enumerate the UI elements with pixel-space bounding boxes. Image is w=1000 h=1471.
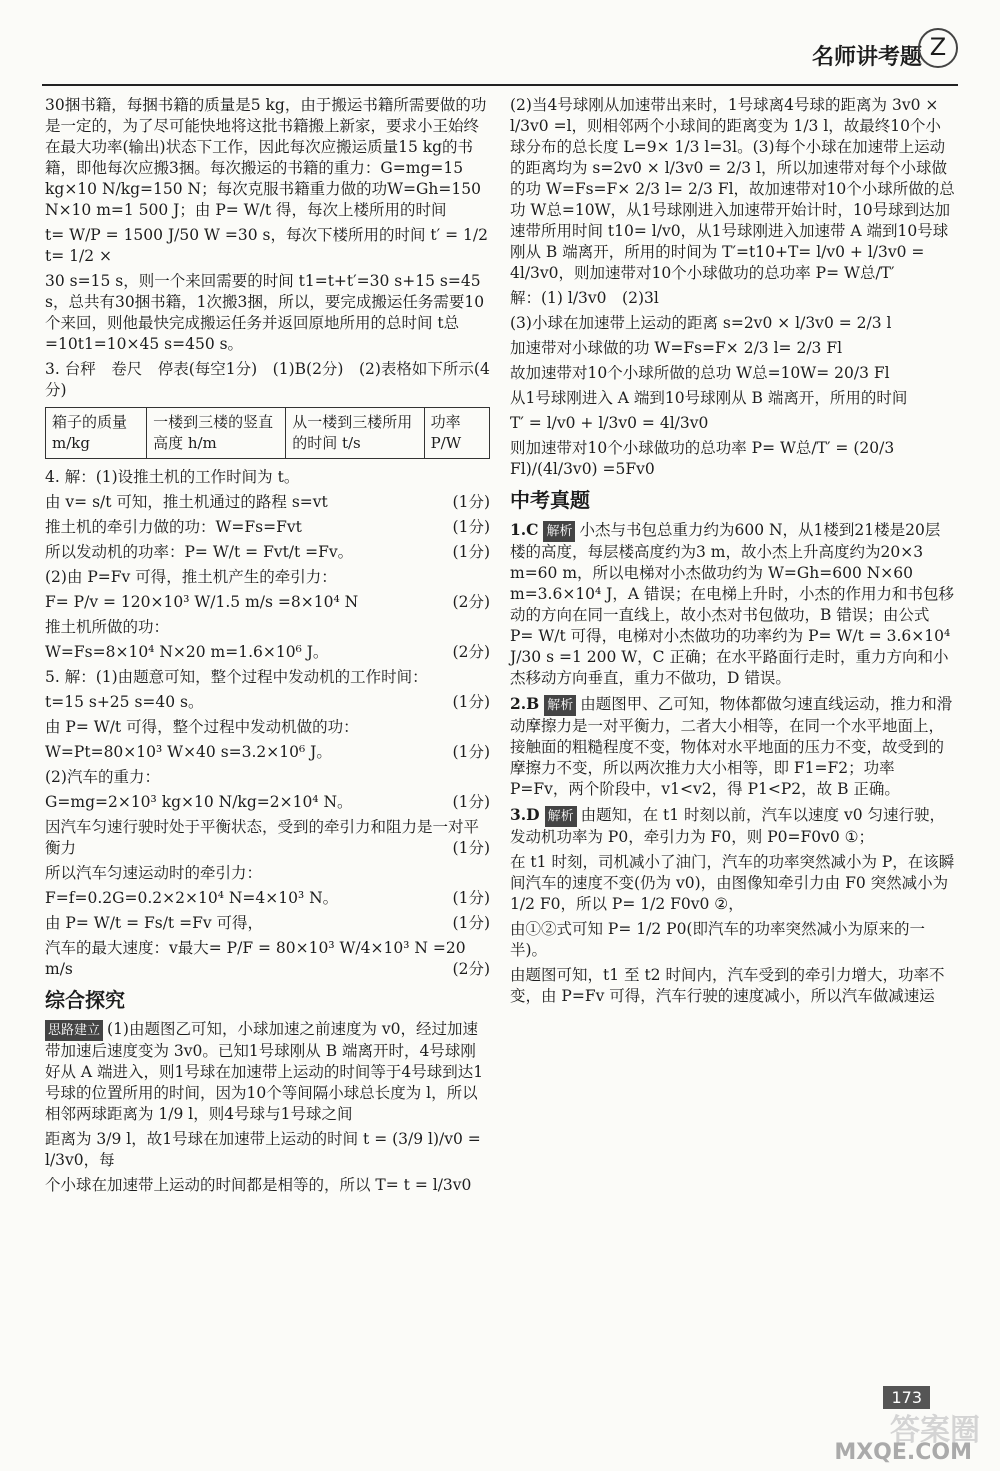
line-text: W=Fs=8×10⁴ N×20 m=1.6×10⁶ J。 [45, 643, 329, 661]
line: 由 P= W/t 可得，整个过程中发动机做的功： [45, 718, 359, 736]
paragraph [45, 1019, 490, 1125]
line: 由题图可知，t1 至 t2 时间内，汽车受到的牵引力增大，功率不变，由 P=Fv 可得，汽车行驶的速度减小，所以汽车做减速运 [510, 966, 945, 1005]
paragraph-text: (1)由题图乙可知，小球加速之前速度为 v0，经过加速带加速后速度变为 3v0。已知1号球刚从 B 端离开时，4号球刚好从 A 端进入，则1号球在加速带上运动的时间等于4号球到达1号球的位置所用的时间，因为10个等间隔小球总长度为 l，所以相邻两球距离为 1/9 l，则4号球与1号球之间 [45, 1020, 484, 1123]
score-mark: (1分) [452, 839, 490, 857]
answer-2 [510, 693, 955, 800]
answer-text: 由题知，在 t1 时刻以前，汽车以速度 v0 匀速行驶，发动机功率为 P0，牵引力为 F0，则 P0=F0v0 ①； [510, 806, 945, 846]
line: 推土机所做的功： [45, 618, 170, 636]
line-text: 所以发动机的功率：P= W/t = Fvt/t =Fv。 [45, 543, 354, 561]
line-text: t=15 s+25 s=40 s。 [45, 693, 204, 711]
line [45, 913, 490, 934]
score-mark: (2分) [452, 643, 490, 661]
answer-line: 解：(1) l/3v0 (2)3l [510, 289, 659, 307]
paragraph: (2)当4号球刚从加速带出来时，1号球离4号球的距离为 3v0 × l/3v0 =l，则相邻两个小球间的距离变为 1/3 l，故最终10个小球分布的总长度 L=9× 1/3 l=3l。(3)每个小球在加速带上运动的距离均为 s=2v0 × l/3v0 = 2/3 l，所以加速带对每个小球做的功 W=Fs=F× 2/3 l= 2/3 Fl，故加速带对10个小球所做的总功 W总=10W，从1号球刚进入加速带开始计时，10号球到达加速带所用时间 t10= l/v0，从1号球刚进入加速带 A 端到10号球刚从 B 端离开，所用的时间为 T′=t10+T= l/v0 + l/3v0 = 4l/3v0，则加速带对10个小球做功的总功率 P= W总/T′ [510, 96, 955, 282]
table-header-height: 一楼到三楼的竖直高度 h/m [147, 408, 286, 459]
question-5: 5. 解：(1)由题意可知，整个过程中发动机的工作时间： [45, 668, 428, 686]
line: 在 t1 时刻，司机减小了油门，汽车的功率突然减小为 P，在该瞬间汽车的速度不变(仍为 v0)，由图像知牵引力由 F0 突然减小为 1/2 F0，所以 P= 1/2 F0v0 ②， [510, 853, 955, 913]
line [45, 642, 490, 663]
line: 故加速带对10个小球所做的总功 W总=10W= 20/3 Fl [510, 364, 890, 382]
paragraph: t= W/P = 1500 J/50 W =30 s，每次下楼所用的时间 t′ = 1/2 t= 1/2 × [45, 226, 488, 265]
line-text: 由 P= W/t = Fs/t =Fv 可得， [45, 914, 264, 932]
paragraph: 个小球在加速带上运动的时间都是相等的，所以 T= t = l/3v0 [45, 1176, 472, 1194]
watermark-url: MXQE.COM [834, 1440, 972, 1465]
paragraph: 30捆书籍，每捆书籍的质量是5 kg，由于搬运书籍所需要做的功是一定的，为了尽可能快地将这批书籍搬上新家，要求小王始终在最大功率(输出)状态下工作，因此每次应搬运质量15 kg的书籍，即他每次应搬3捆。每次搬运的书籍的重力：G=mg=15 kg×10 N/kg=150 N；每次克服书籍重力做的功W=Gh=150 N×10 m=1 500 J；由 P= W/t 得，每次上楼所用的时间 [45, 96, 487, 219]
question-3: 3. 台秤 卷尺 停表(每空1分) (1)B(2分) (2)表格如下所示(4分) [45, 360, 490, 399]
line [45, 692, 490, 713]
line [45, 542, 490, 563]
score-mark: (2分) [452, 960, 490, 978]
table-header-time: 从一楼到三楼所用的时间 t/s [286, 408, 424, 459]
table-header-mass: 箱子的质量 m/kg [46, 408, 147, 459]
header-rule [42, 84, 958, 86]
paragraph: 30 s=15 s，则一个来回需要的时间 t1=t+t′=30 s+15 s=45 s，总共有30捆书籍，1次搬3捆，所以，要完成搬运任务需要10个来回，则他最快完成搬运任务并返回原地所用的总时间 t总=10t1=10×45 s=450 s。 [45, 272, 485, 353]
score-mark: (1分) [452, 914, 490, 932]
score-mark: (1分) [452, 889, 490, 907]
line [45, 592, 490, 613]
line-text: F= P/v = 120×10³ W/1.5 m/s =8×10⁴ N [45, 593, 359, 611]
question-4: 4. 解：(1)设推土机的工作时间为 t。 [45, 468, 300, 486]
header-logo-icon: Z [918, 28, 958, 68]
watermark-logo: 答案圈 [890, 1413, 980, 1448]
right-column [510, 95, 955, 1011]
line: 由①②式可知 P= 1/2 P0(即汽车的功率突然减小为原来的一半)。 [510, 920, 925, 959]
score-mark: (1分) [452, 743, 490, 761]
answer-3 [510, 804, 955, 848]
score-mark: (1分) [452, 543, 490, 561]
line-text: F=f=0.2G=0.2×2×10⁴ N=4×10³ N。 [45, 889, 339, 907]
line [45, 938, 490, 980]
line: 从1号球刚进入 A 端到10号球刚从 B 端离开，所用的时间 [510, 389, 908, 407]
line: (2)汽车的重力： [45, 768, 160, 786]
answer-text: 由题图甲、乙可知，物体都做匀速直线运动，推力和滑动摩擦力是一对平衡力，二者大小相等，在同一个水平地面上，接触面的粗糙程度不变，物体对水平地面的压力不变，故受到的摩擦力不变，所以两次推力大小相等，即 F1=F2；功率 P=Fv，两个阶段中，v1<v2，得 P1<P2，故 B 正确。 [510, 695, 953, 798]
score-mark: (1分) [452, 793, 490, 811]
answer-number: 1.C [510, 520, 539, 539]
label-tag: 解析 [545, 806, 577, 827]
line: (3)小球在加速带上运动的距离 s=2v0 × l/3v0 = 2/3 l [510, 314, 892, 332]
label-tag: 思路建立 [45, 1020, 103, 1041]
page-number: 173 [883, 1386, 930, 1409]
line [45, 792, 490, 813]
data-table [45, 407, 490, 459]
line [45, 492, 490, 513]
table-header-power: 功率 P/W [424, 408, 489, 459]
score-mark: (1分) [452, 693, 490, 711]
score-mark: (2分) [452, 593, 490, 611]
line: 加速带对小球做的功 W=Fs=F× 2/3 l= 2/3 Fl [510, 339, 843, 357]
answer-text: 小杰与书包总重力约为600 N，从1楼到21楼是20层楼的高度，每层楼高度约为3 m，故小杰上升高度约为20×3 m=60 m，所以电梯对小杰做功约为 W=Gh=600 N×60 m=3.6×10⁴ J，A 错误；在电梯上升时，小杰的作用力和书包移动的方向在同一直线上，故小杰对书包做功，B 错误；由公式 P= W/t 可得，电梯对小杰做功的功率约为 P= W/t = 3.6×10⁴ J/30 s =1 200 W，C 正确；在水平路面行走时，重力方向和小杰移动方向垂直，重力不做功，D 错误。 [510, 521, 955, 687]
score-mark: (1分) [452, 493, 490, 511]
label-tag: 解析 [543, 521, 575, 542]
answer-number: 3.D [510, 805, 540, 824]
line [45, 817, 490, 859]
answer-number: 2.B [510, 694, 540, 713]
line: 则加速带对10个小球做功的总功率 P= W总/T′ = (20/3 Fl)/(4l/3v0) =5Fv0 [510, 439, 895, 478]
label-tag: 解析 [544, 695, 576, 716]
line-text: W=Pt=80×10³ W×40 s=3.2×10⁶ J。 [45, 743, 332, 761]
score-mark: (1分) [452, 518, 490, 536]
section-heading: 综合探究 [45, 988, 125, 1012]
left-column [45, 95, 490, 1200]
line: 所以汽车匀速运动时的牵引力： [45, 864, 263, 882]
line [45, 517, 490, 538]
line-text: G=mg=2×10³ kg×10 N/kg=2×10⁴ N。 [45, 793, 353, 811]
section-heading: 中考真题 [510, 488, 590, 512]
line: T′ = l/v0 + l/3v0 = 4l/3v0 [510, 414, 709, 432]
line-text: 汽车的最大速度：v最大= P/F = 80×10³ W/4×10³ N =20 m/s [45, 939, 466, 978]
line-text: 因汽车匀速行驶时处于平衡状态，受到的牵引力和阻力是一对平衡力 [45, 818, 480, 857]
line-text: 推土机的牵引力做的功：W=Fs=Fvt [45, 518, 302, 536]
header-title: 名师讲考题 [811, 45, 922, 70]
line: (2)由 P=Fv 可得，推土机产生的牵引力： [45, 568, 337, 586]
line [45, 742, 490, 763]
line [45, 888, 490, 909]
paragraph: 距离为 3/9 l，故1号球在加速带上运动的时间 t = (3/9 l)/v0 = l/3v0，每 [45, 1130, 481, 1169]
answer-1 [510, 519, 955, 689]
line-text: 由 v= s/t 可知，推土机通过的路程 s=vt [45, 493, 328, 511]
